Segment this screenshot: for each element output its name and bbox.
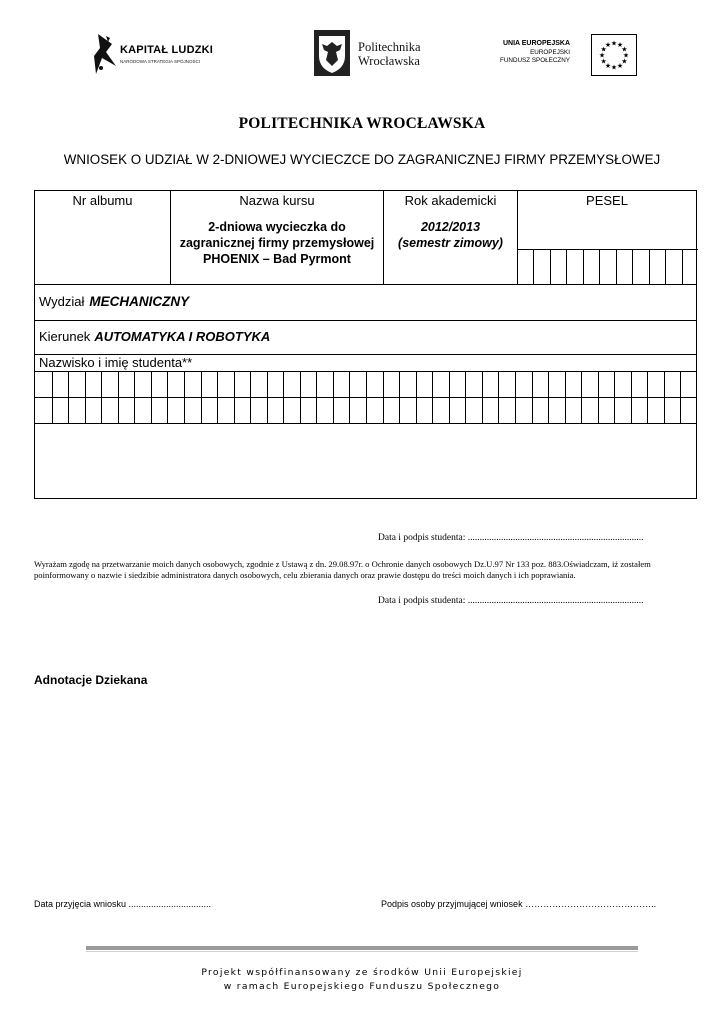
kierunek-label: Kierunek (39, 329, 91, 344)
pesel-cell-divider (682, 249, 683, 284)
wydzial-label: Wydział (39, 294, 85, 309)
footer-divider-thin (86, 951, 638, 952)
eu-star-icon: ★ (604, 62, 612, 70)
student-signature-line-2[interactable]: Data i podpis studenta: .......................................................................... (378, 596, 644, 606)
eu-star-icon: ★ (604, 42, 612, 50)
wydzial-value: MECHANICZNY (89, 294, 190, 309)
year-line2: (semestr zimowy) (398, 236, 503, 250)
eu-flag-icon (591, 34, 637, 76)
kapital-ludzki-title: KAPITAŁ LUDZKI (120, 44, 214, 56)
header-nazwa-kursu: Nazwa kursu (239, 193, 315, 208)
eu-star-icon: ★ (621, 46, 628, 54)
header-pesel: PESEL (586, 193, 628, 208)
politechnika-name-line1: Politechnika (358, 40, 421, 54)
eu-star-icon: ★ (610, 64, 618, 72)
student-name-label: Nazwisko i imię studenta** (39, 355, 193, 370)
kapital-ludzki-subtitle: NARODOWA STRATEGIA SPÓJNOŚCI (120, 59, 201, 64)
pesel-cell-divider (649, 249, 650, 284)
remarks-area[interactable] (35, 424, 696, 497)
nr-albumu-field[interactable] (35, 213, 170, 283)
pesel-input-grid[interactable] (517, 249, 698, 284)
pesel-top-line (517, 249, 698, 250)
header-nr-albumu: Nr albumu (72, 193, 133, 208)
course-line1: 2-dniowa wycieczka do (208, 220, 346, 234)
unia-europejska-logo (487, 34, 637, 78)
eu-star-icon: ★ (610, 40, 618, 48)
ue-line3: FUNDUSZ SPOŁECZNY (500, 57, 570, 65)
pesel-cell-divider (665, 249, 666, 284)
eagle-shield-icon (314, 30, 350, 76)
course-line3: PHOENIX – Bad Pyrmont (203, 252, 351, 266)
footer-divider (86, 946, 638, 950)
form-subtitle: WNIOSEK O UDZIAŁ W 2-DNIOWEJ WYCIECZCE DO ZAGRANICZNEJ FIRMY PRZEMYSŁOWEJ (63, 152, 661, 167)
kierunek-row (39, 329, 270, 344)
application-form (34, 190, 697, 499)
pesel-cell-divider (583, 249, 584, 284)
kapital-ludzki-emblem-icon (92, 32, 118, 76)
course-name-value (171, 219, 383, 267)
footer-line2: w ramach Europejskiego Funduszu Społecznego (223, 981, 501, 992)
header-rok-akademicki: Rok akademicki (404, 193, 497, 208)
receiver-signature-line[interactable]: Podpis osoby przyjmującej wniosek …………………………………….. (381, 899, 657, 909)
acceptance-date-line[interactable]: Data przyjęcia wniosku ................................. (34, 899, 212, 909)
eu-star-icon: ★ (600, 58, 607, 66)
eu-star-icon: ★ (621, 58, 628, 66)
politechnika-logo (314, 30, 434, 78)
pesel-cell-divider (616, 249, 617, 284)
eu-star-icon: ★ (598, 52, 606, 60)
wydzial-row (39, 294, 189, 309)
year-line1: 2012/2013 (420, 220, 481, 234)
student-signature-line[interactable]: Data i podpis studenta: .......................................................................... (378, 533, 644, 543)
ue-line1: UNIA EUROPEJSKA (502, 40, 570, 47)
course-line2: zagranicznej firmy przemysłowej (179, 236, 375, 250)
eu-star-icon: ★ (600, 46, 607, 54)
pesel-cell-divider (533, 249, 534, 284)
consent-text: Wyrażam zgodę na przetwarzanie moich danych osobowych, zgodnie z Ustawą z dn. 29.08.97r. o Ochronie danych osobowych Dz.U.97 Nr 133 poz. 883.Oświadczam, iż zostałem poinformowany o nazwie i siedzibie administratora danych osobowych, celu zbierania danych oraz prawie dostępu do treści moich danych i ich poprawiania. (34, 559, 651, 581)
footer-line1: Projekt współfinansowany ze środków Unii Europejskiej (201, 967, 523, 978)
eu-star-icon: ★ (622, 52, 630, 60)
dean-annotations-heading: Adnotacje Dziekana (34, 673, 148, 687)
eu-star-icon: ★ (616, 42, 624, 50)
ue-line2: EUROPEJSKI (530, 48, 570, 56)
academic-year-value (384, 219, 517, 251)
pesel-cell-divider (632, 249, 633, 284)
page-title: POLITECHNIKA WROCŁAWSKA (238, 115, 486, 132)
kapital-ludzki-logo (92, 32, 212, 78)
politechnika-name-line2: Wrocławska (358, 54, 420, 68)
eu-star-icon: ★ (616, 62, 624, 70)
pesel-cell-divider (550, 249, 551, 284)
pesel-cell-divider (566, 249, 567, 284)
pesel-cell-divider (599, 249, 600, 284)
kierunek-value: AUTOMATYKA I ROBOTYKA (94, 329, 271, 344)
